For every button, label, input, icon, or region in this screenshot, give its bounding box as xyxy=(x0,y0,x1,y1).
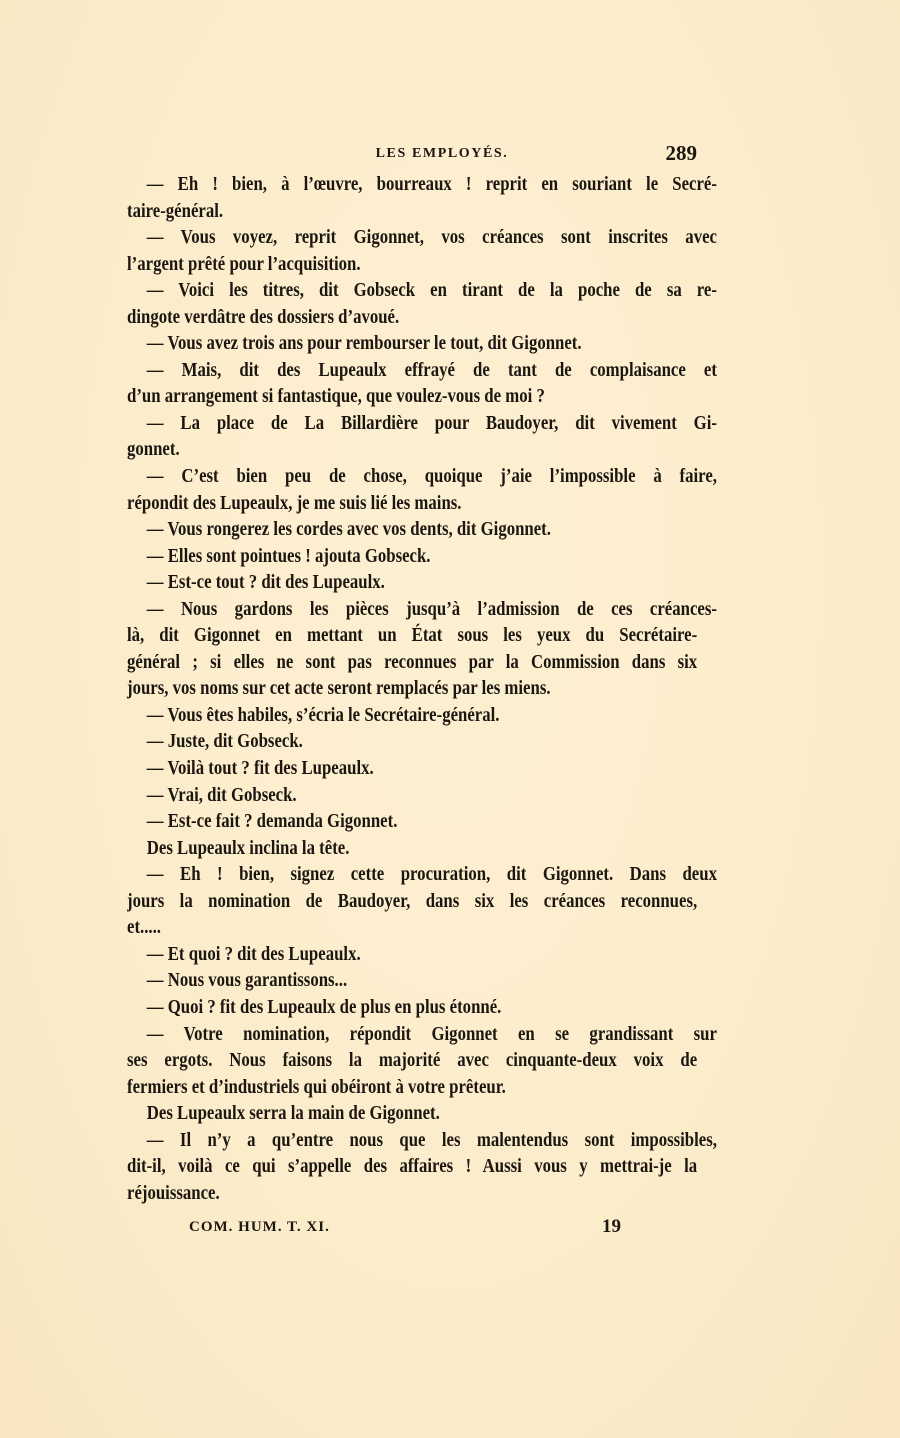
signature-mark: COM. HUM. T. XI. xyxy=(189,1219,330,1235)
text-line: dit-il, voilà ce qui s’appelle des affaires ! Aussi vous y mettrai-je la xyxy=(127,1156,698,1178)
text-line: — Elles sont pointues ! ajouta Gobseck. xyxy=(146,545,431,567)
text-line: fermiers et d’industriels qui obéiront à votre prêteur. xyxy=(127,1076,506,1098)
text-line: réjouissance. xyxy=(127,1182,220,1204)
text-line: Des Lupeaulx serra la main de Gigonnet. xyxy=(146,1103,440,1125)
text-line: là, dit Gigonnet en mettant un État sous les yeux du Secrétaire- xyxy=(127,625,698,647)
text-line: gonnet. xyxy=(127,439,180,461)
text-line: général ; si elles ne sont pas reconnues par la Commission dans six xyxy=(127,651,698,673)
text-line: — Juste, dit Gobseck. xyxy=(146,731,303,753)
text-line: — Nous gardons les pièces jusqu’à l’admission de ces créances- xyxy=(146,598,717,620)
text-line: jours, vos noms sur cet acte seront remplacés par les miens. xyxy=(127,678,551,700)
text-line: ses ergots. Nous faisons la majorité avec cinquante-deux voix de xyxy=(127,1050,698,1072)
text-line: — Voici les titres, dit Gobseck en tirant de la poche de sa re- xyxy=(146,280,717,302)
text-line: — Votre nomination, répondit Gigonnet en se grandissant sur xyxy=(146,1023,717,1045)
text-line: — Vrai, dit Gobseck. xyxy=(146,784,297,806)
text-line: l’argent prêté pour l’acquisition. xyxy=(127,253,361,275)
sheet-number: 19 xyxy=(602,1216,621,1237)
text-line: Des Lupeaulx inclina la tête. xyxy=(146,837,350,859)
text-line: — Nous vous garantissons... xyxy=(146,970,348,992)
text-line: — Est-ce tout ? dit des Lupeaulx. xyxy=(146,572,385,594)
text-line: — Quoi ? fit des Lupeaulx de plus en plus étonné. xyxy=(146,996,502,1018)
text-line: — Vous rongerez les cordes avec vos dents, dit Gigonnet. xyxy=(146,519,551,541)
text-line: — Eh ! bien, à l’œuvre, bourreaux ! reprit en souriant le Secré- xyxy=(146,174,717,195)
text-line: — Vous voyez, reprit Gigonnet, vos créances sont inscrites avec xyxy=(146,227,717,249)
text-line: — Vous êtes habiles, s’écria le Secrétaire-général. xyxy=(146,704,500,726)
text-line: jours la nomination de Baudoyer, dans six les créances reconnues, xyxy=(127,890,698,912)
page-footer xyxy=(127,1216,697,1242)
text-line: — Mais, dit des Lupeaulx effrayé de tant de complaisance et xyxy=(146,359,717,381)
text-line: — Eh ! bien, signez cette procuration, dit Gigonnet. Dans deux xyxy=(146,864,717,886)
page-number: 289 xyxy=(665,141,697,165)
running-head xyxy=(127,141,697,167)
text-line: — C’est bien peu de chose, quoique j’aie l’impossible à faire, xyxy=(146,466,717,488)
text-line: taire-général. xyxy=(127,200,224,222)
text-line: d’un arrangement si fantastique, que voulez-vous de moi ? xyxy=(127,386,545,408)
running-title: LES EMPLOYÉS. xyxy=(375,146,509,161)
text-line: — Et quoi ? dit des Lupeaulx. xyxy=(146,943,361,965)
text-line: — La place de La Billardière pour Baudoyer, dit vivement Gi- xyxy=(146,412,717,434)
body-text xyxy=(127,172,717,1207)
text-line: et..... xyxy=(127,917,161,939)
text-line: — Il n’y a qu’entre nous que les malentendus sont impossibles, xyxy=(146,1129,717,1151)
text-line: dingote verdâtre des dossiers d’avoué. xyxy=(127,306,400,328)
text-line: — Vous avez trois ans pour rembourser le tout, dit Gigonnet. xyxy=(146,333,582,355)
text-line: — Est-ce fait ? demanda Gigonnet. xyxy=(146,811,398,833)
text-line: — Voilà tout ? fit des Lupeaulx. xyxy=(146,758,374,780)
text-line: répondit des Lupeaulx, je me suis lié les mains. xyxy=(127,492,462,514)
